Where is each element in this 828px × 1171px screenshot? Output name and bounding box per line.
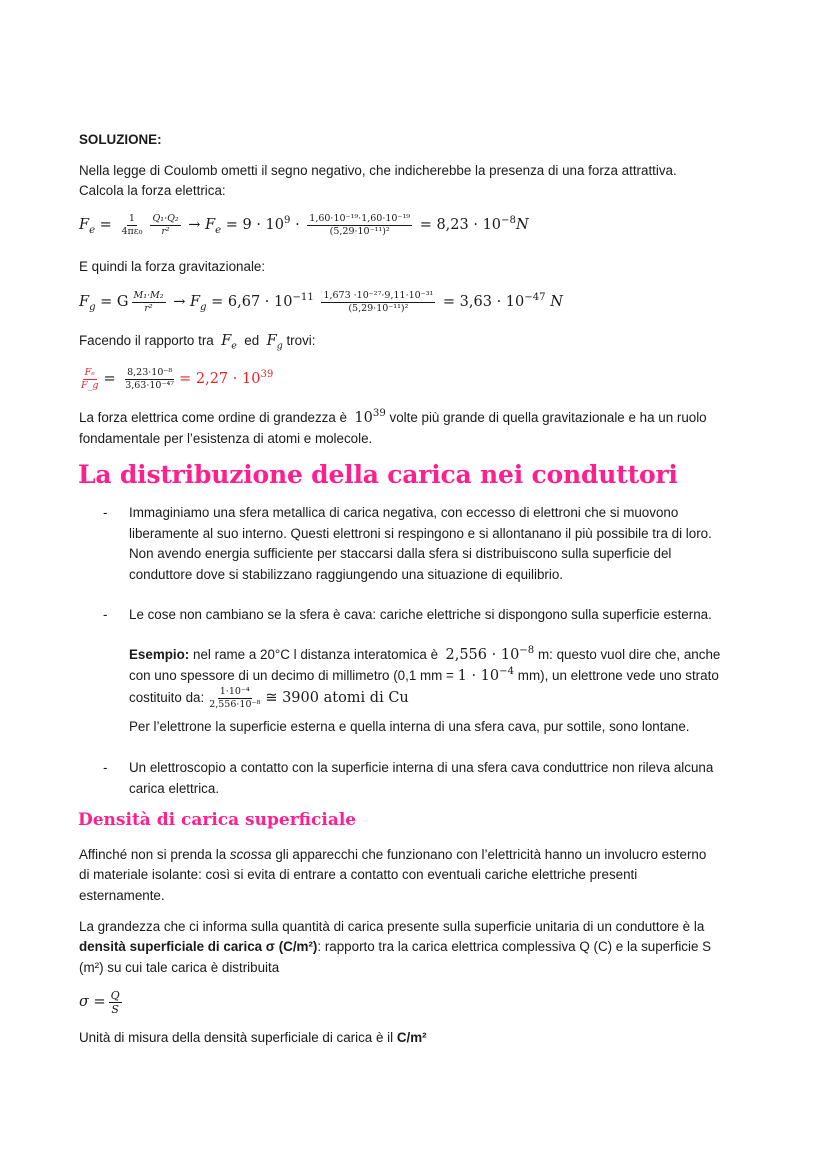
grav-formula: $F_g = G$ $\frac{\text{M₁·M₂}}{\text{r²}}$ → $F_g = 6,67 \cdot 10^{-11}$ $\frac{\text{1,673 ·10⁻²⁷·9,11·10⁻³¹}}{\text{(5,29·10⁻¹¹)²}}$ = $3,63 \cdot 10^{-47}$ N [79,289,563,314]
density-p2-line1: La grandezza che ci informa sulla quantità di carica presente sulla superficie unitaria di un conduttore è la [79,919,705,934]
bullet1-line4: conduttore dove si stabilizzano raggiungendo una situazione di equilibrio. [129,567,563,582]
density-p1-line2: di materiale isolante: così si evita di entrare a contatto con eventuali cariche elettriche presenti [79,867,638,882]
density-p1-line3: esternamente. [79,888,165,903]
ratio-formula: $\frac{\text{Fₑ}}{F\_g}$ = $\frac{\text{8,23·10⁻⁸}}{\text{3,63·10⁻⁴⁷}}$ = $2,27 \cdot 10^{39}$ [81,366,274,391]
solution-intro-line2: Calcola la forza elettrica: [79,183,226,198]
density-p1-line1: Affinché non si prenda la scossa gli apparecchi che funzionano con l’elettricità hanno un involucro esterno [79,847,707,862]
sigma-fraction: $\frac{Q}{S}$ [110,988,120,1016]
coulomb-value-fraction: $\frac{\text{1,60·10⁻¹⁹·1,60·10⁻¹⁹}}{\text{(5,29·10⁻¹¹)²}}$ [309,212,411,237]
mass-product-fraction: $\frac{\text{M₁·M₂}}{\text{r²}}$ [133,289,164,314]
conclusion-line1: La forza elettrica come ordine di grandezza è $10^{39}$ volte più grande di quella gravitazionale e ha un ruolo [79,408,707,426]
conclusion-line2: fondamentale per l’esistenza di atomi e molecole. [79,431,373,446]
atoms-fraction: $\frac{\text{1·10⁻⁴}}{\text{2,556·10⁻⁸}}$ [209,685,261,710]
bullet1-line2: liberamente al suo interno. Questi elettroni si respingono e si allontanano il più possibile tra di loro. [129,526,712,541]
bullet3-line2: carica elettrica. [129,781,220,796]
grav-intro: E quindi la forza gravitazionale: [79,259,266,274]
ratio-lhs-fraction: $\frac{\text{Fₑ}}{F\_g}$ [81,366,99,391]
example-line1: Esempio: nel rame a 20°C l distanza interatomica è $2,556 \cdot 10^{-8}$ m: questo vuol dire che, anche [129,645,721,663]
solution-intro-line1: Nella legge di Coulomb ometti il segno negativo, che indicherebbe la presenza di una forza attrattiva. [79,163,677,178]
density-p2-line3: (m²) su cui tale carica è distribuita [79,960,280,975]
bullet3-line1: Un elettroscopio a contatto con la superficie interna di una sfera cava conduttrice non rileva alcuna [129,760,714,775]
example-line2: con uno spessore di un decimo di millimetro (0,1 mm = $1 \cdot 10^{-4}$ mm), un elettrone vede uno strato [129,666,719,684]
bullet-marker: - [103,505,108,520]
density-unit-line: Unità di misura della densità superficiale di carica è il C/m² [79,1030,427,1045]
sigma-formula: σ = $\frac{Q}{S}$ [79,988,120,1016]
bullet-marker: - [103,607,108,622]
bullet1-line1: Immaginiamo una sfera metallica di carica negativa, con eccesso di elettroni che si muovono [129,505,679,520]
section-title-distribution: La distribuzione della carica nei conduttori [78,460,678,489]
bullet2-text: Le cose non cambiano se la sfera è cava: cariche elettriche si dispongono sulla superficie esterna. [129,607,712,622]
coulomb-coefficient-fraction: $\frac{1}{\text{4πε₀}}$ [121,212,143,237]
coulomb-formula: $F_e$ = $\frac{1}{\text{4πε₀}}$ $\frac{\text{Q₁·Q₂}}{\text{r²}}$ → $F_e = 9 \cdot 10^9$ · $\frac{\text{1,60·10⁻¹⁹·1,60·10⁻¹⁹}}{\text{(5,29·10⁻¹¹)²}}$ = $8,23 \cdot 10^{-8}N$ [79,212,529,237]
grav-value-fraction: $\frac{\text{1,673 ·10⁻²⁷·9,11·10⁻³¹}}{\text{(5,29·10⁻¹¹)²}}$ [323,289,434,314]
section-title-density: Densità di carica superficiale [78,810,357,830]
ratio-intro: Facendo il rapporto tra $F_e$ ed $F_g$ trovi: [79,333,316,352]
example-line3: costituito da: $\frac{\text{1·10⁻⁴}}{\text{2,556·10⁻⁸}}$ ≅ 3900 atomi di Cu [129,685,409,710]
bullet1-line3: Non avendo energia sufficiente per staccarsi dalla sfera si distribuiscono sulla superficie del [129,546,672,561]
solution-heading: SOLUZIONE: [79,132,162,147]
charge-product-fraction: $\frac{\text{Q₁·Q₂}}{\text{r²}}$ [152,212,179,237]
bullet-marker: - [103,760,108,775]
ratio-value-fraction: $\frac{\text{8,23·10⁻⁸}}{\text{3,63·10⁻⁴⁷}}$ [125,366,175,391]
density-p2-line2: densità superficiale di carica σ (C/m²): rapporto tra la carica elettrica complessiva Q (C) e la superficie S [79,939,712,954]
example-line4: Per l’elettrone la superficie esterna e quella interna di una sfera cava, pur sottile, sono lontane. [129,719,690,734]
